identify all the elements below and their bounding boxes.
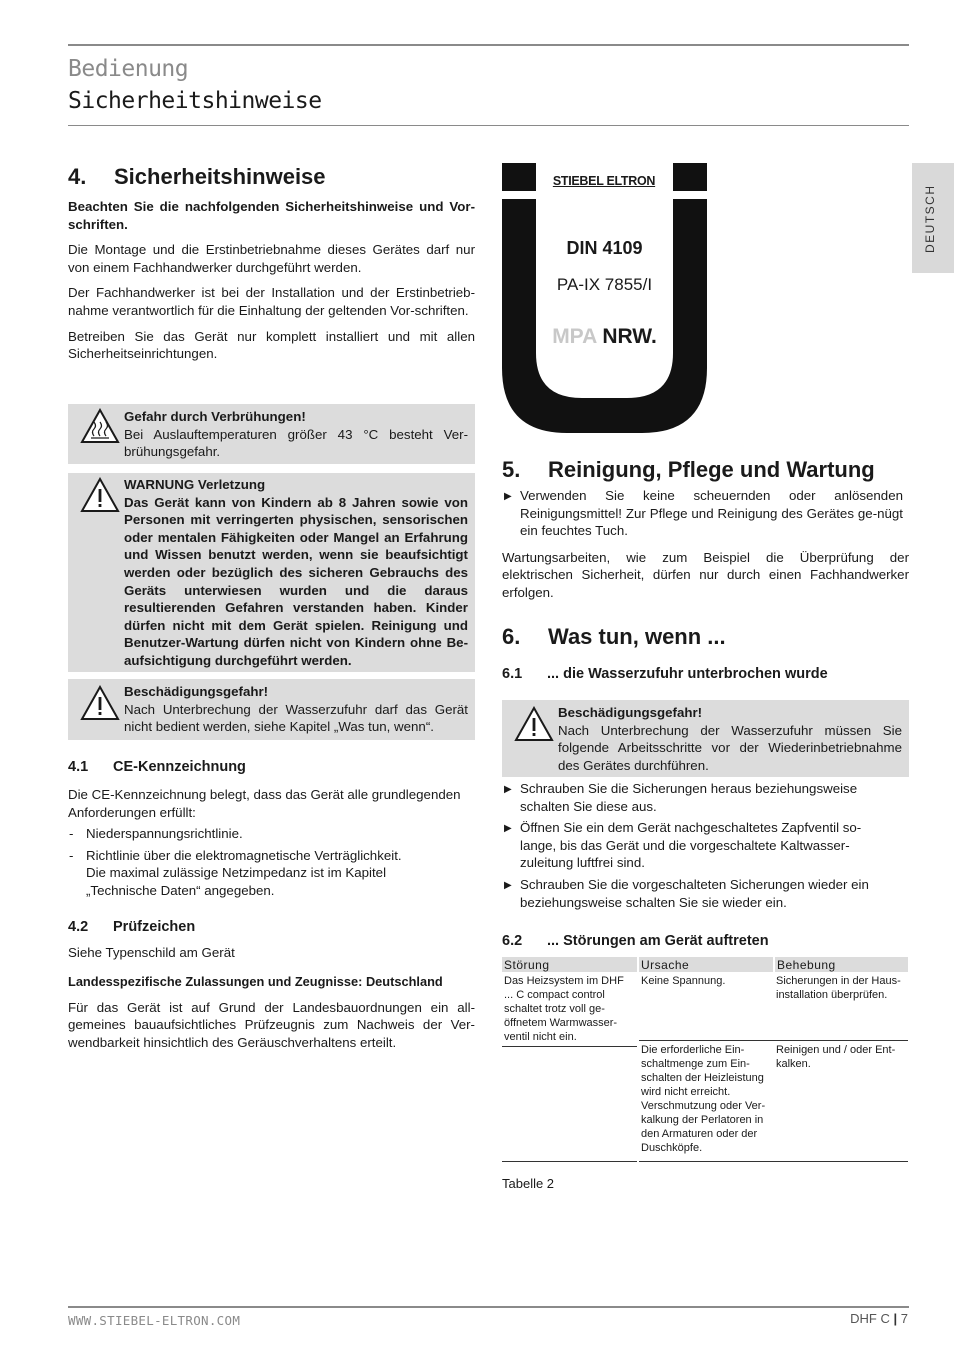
list-item: ▶ Schrauben Sie die vorgeschalteten Sicherungen wieder ein beziehungsweise schalten Sie sie wieder ein. bbox=[502, 876, 909, 911]
hot-surface-warning-icon bbox=[80, 408, 120, 444]
section-5-para: Wartungsarbeiten, wie zum Beispiel die Überprüfung der elektrischen Sicherheit, dürfen nur durch einen Fachhandwerker erfolgen. bbox=[502, 549, 909, 600]
approvals-subheading: Landesspezifische Zulassungen und Zeugnisse: Deutschland bbox=[68, 974, 443, 990]
header-bottom-rule bbox=[68, 125, 909, 126]
footer-rule bbox=[68, 1306, 909, 1308]
mark-test-number: PA-IX 7855/I bbox=[556, 275, 653, 294]
damage-warning-box bbox=[68, 679, 475, 740]
scald-warning-text: Bei Auslauftemperaturen größer 43 °C besteht Ver-brühungsgefahr. bbox=[124, 426, 468, 460]
exclamation-warning-icon bbox=[514, 706, 554, 742]
conformity-u-mark bbox=[502, 163, 707, 433]
list-item: - Richtlinie über die elektromagnetische Verträglichkeit. bbox=[68, 847, 475, 865]
section-4-2-para: Siehe Typenschild am Gerät bbox=[68, 944, 235, 960]
impedance-note-1: Die maximal zulässige Netzimpedanz ist im Kapitel bbox=[86, 865, 387, 881]
section-6-1-warning-title: Beschädigungsgefahr! bbox=[558, 705, 703, 720]
exclamation-warning-icon bbox=[80, 477, 120, 513]
damage-warning-text: Nach Unterbrechung der Wasserzufuhr darf das Gerät nicht bedient werden, siehe Kapitel „Was tun, wenn“. bbox=[124, 701, 468, 735]
table-cell-fix: Reinigen und / oder Ent-kalken. bbox=[774, 1041, 908, 1162]
table-header-cell: Behebung bbox=[774, 957, 908, 972]
mark-nrw: NRW. bbox=[602, 325, 657, 348]
scald-warning-title: Gefahr durch Verbrühungen! bbox=[124, 409, 306, 424]
section-6-1-heading: 6.1 ... die Wasserzufuhr unterbrochen wurde bbox=[502, 665, 828, 682]
table-cell-fix: Sicherungen in der Haus-installation überprüfen. bbox=[774, 972, 908, 1041]
table-caption: Tabelle 2 bbox=[502, 1176, 555, 1191]
section-4-para-3: Betreiben Sie das Gerät nur komplett installiert und mit allen Sicherheitseinrichtungen. bbox=[68, 328, 475, 362]
section-6-heading: 6. Was tun, wenn ... bbox=[502, 623, 726, 649]
list-item: ▶ Öffnen Sie ein dem Gerät nachgeschaltetes Zapfventil so-lange, bis das Gerät und die vorgeschaltete Kaltwasser-zuleitung luftfrei sind. bbox=[502, 819, 909, 872]
section-4-para-2: Der Fachhandwerker ist bei der Installation und der Erstinbetrieb-nahme verantwortlich für die Einhaltung der geltenden Vor-schriften. bbox=[68, 285, 475, 318]
header-section: Bedienung bbox=[68, 56, 189, 82]
section-6-1-warning-text: Nach Unterbrechung der Wasserzufuhr müssen Sie folgende Arbeitsschritte vor der Wiederinbetriebnahme des Gerätes durchführen. bbox=[558, 722, 902, 773]
section-6-1-warning-box bbox=[502, 700, 909, 777]
section-4-2-heading: 4.2 Prüfzeichen bbox=[68, 918, 196, 935]
troubleshooting-table bbox=[502, 957, 908, 1162]
footer-page-info bbox=[850, 1311, 908, 1326]
language-tab bbox=[912, 163, 954, 273]
table-cell-cause: Die erforderliche Ein-schaltmenge zum Ein-schalten der Heizleistung wird nicht erreicht. Verschmutzung oder Ver-kalkung der Perlatoren in den Armaturen oder der Duschköpfe. bbox=[638, 1041, 774, 1162]
right-column bbox=[502, 457, 909, 683]
exclamation-warning-icon bbox=[80, 685, 120, 721]
footer-website-link[interactable]: WWW.STIEBEL-ELTRON.COM bbox=[68, 1313, 241, 1328]
injury-warning-text: Das Gerät kann von Kindern ab 8 Jahren sowie von Personen mit verringerten physischen, sensorischen oder mentalen Fähigkeiten oder Mangel an Erfahrung und Wissen benutzt werden, wenn sie beaufsichtigt werden oder bezüglich des sicheren Gebrauchs des Geräts unterwiesen wurden und die daraus resultierenden Gefahren verstanden haben. Kinder dürfen nicht mit dem Gerät spielen. Reinigung und Benutzer-Wartung dürfen nicht von Kindern ohne Be-aufsichtigung durchgeführt werden. bbox=[124, 494, 468, 668]
table-row bbox=[502, 972, 908, 1041]
list-item: - Niederspannungsrichtlinie. bbox=[68, 825, 475, 843]
section-4-1 bbox=[68, 758, 475, 1052]
left-column bbox=[68, 164, 475, 363]
injury-warning-box bbox=[68, 473, 475, 672]
header-title: Sicherheitshinweise bbox=[68, 88, 322, 114]
scald-warning-box bbox=[68, 404, 475, 464]
language-tab-label: DEUTSCH bbox=[923, 184, 937, 253]
approvals-para: Für das Gerät ist auf Grund der Landesbauordnungen ein all-gemeines bauaufsichtliches Prüfzeugnis zum Nachweis der Ver-wendbarkeit hinsichtlich des Geräuschverhaltens erteilt. bbox=[68, 999, 475, 1050]
u-mark-shape bbox=[502, 163, 707, 433]
impedance-note-2: „Technische Daten“ angegeben. bbox=[86, 882, 275, 898]
section-6-1-steps bbox=[502, 780, 909, 911]
injury-warning-title: WARNUNG Verletzung bbox=[124, 477, 266, 492]
table-cell-problem: Das Heizsystem im DHF ... C compact control schaltet trotz voll ge-öffnetem Warmwasser-ventil nicht ein. bbox=[502, 972, 638, 1162]
section-4-para-1: Die Montage und die Erstinbetriebnahme dieses Gerätes darf nur von einem Fachhandwerker durchgeführt werden. bbox=[68, 242, 475, 275]
mark-din: DIN 4109 bbox=[566, 238, 643, 258]
header-top-rule bbox=[68, 44, 909, 46]
section-5-heading: 5. Reinigung, Pflege und Wartung bbox=[502, 457, 875, 482]
mark-authority bbox=[536, 325, 673, 349]
damage-warning-title: Beschädigungsgefahr! bbox=[124, 684, 269, 699]
mark-mpa: MPA bbox=[552, 325, 597, 348]
footer-separator: | bbox=[893, 1311, 898, 1326]
table-cell-cause: Keine Spannung. bbox=[638, 972, 774, 1041]
brand-label: STIEBEL ELTRON bbox=[552, 174, 656, 188]
section-4-heading: 4. Sicherheitshinweise bbox=[68, 164, 326, 189]
section-6-2-heading: 6.2 ... Störungen am Gerät auftreten bbox=[502, 933, 769, 949]
list-item: ▶ Schrauben Sie die Sicherungen heraus beziehungsweise schalten Sie diese aus. bbox=[502, 780, 909, 815]
section-4-1-heading: 4.1 CE-Kennzeichnung bbox=[68, 759, 246, 775]
section-4-intro: Beachten Sie die nachfolgenden Sicherheitshinweise und Vor-schriften. bbox=[68, 199, 475, 232]
footer-doc-name: DHF C bbox=[850, 1311, 890, 1326]
section-5-bullet: ▶ Verwenden Sie keine scheuernden oder anlösenden Reinigungsmittel! Zur Pflege und Reinigung des Gerätes ge-nügt ein feuchtes Tuch. bbox=[502, 487, 909, 540]
table-header-row bbox=[502, 957, 908, 972]
table-header-cell: Störung bbox=[502, 957, 638, 972]
footer-page-number: 7 bbox=[900, 1311, 908, 1326]
table-header-cell: Ursache bbox=[638, 957, 774, 972]
section-4-1-para: Die CE-Kennzeichnung belegt, dass das Gerät alle grundlegenden Anforderungen erfüllt: bbox=[68, 787, 461, 820]
